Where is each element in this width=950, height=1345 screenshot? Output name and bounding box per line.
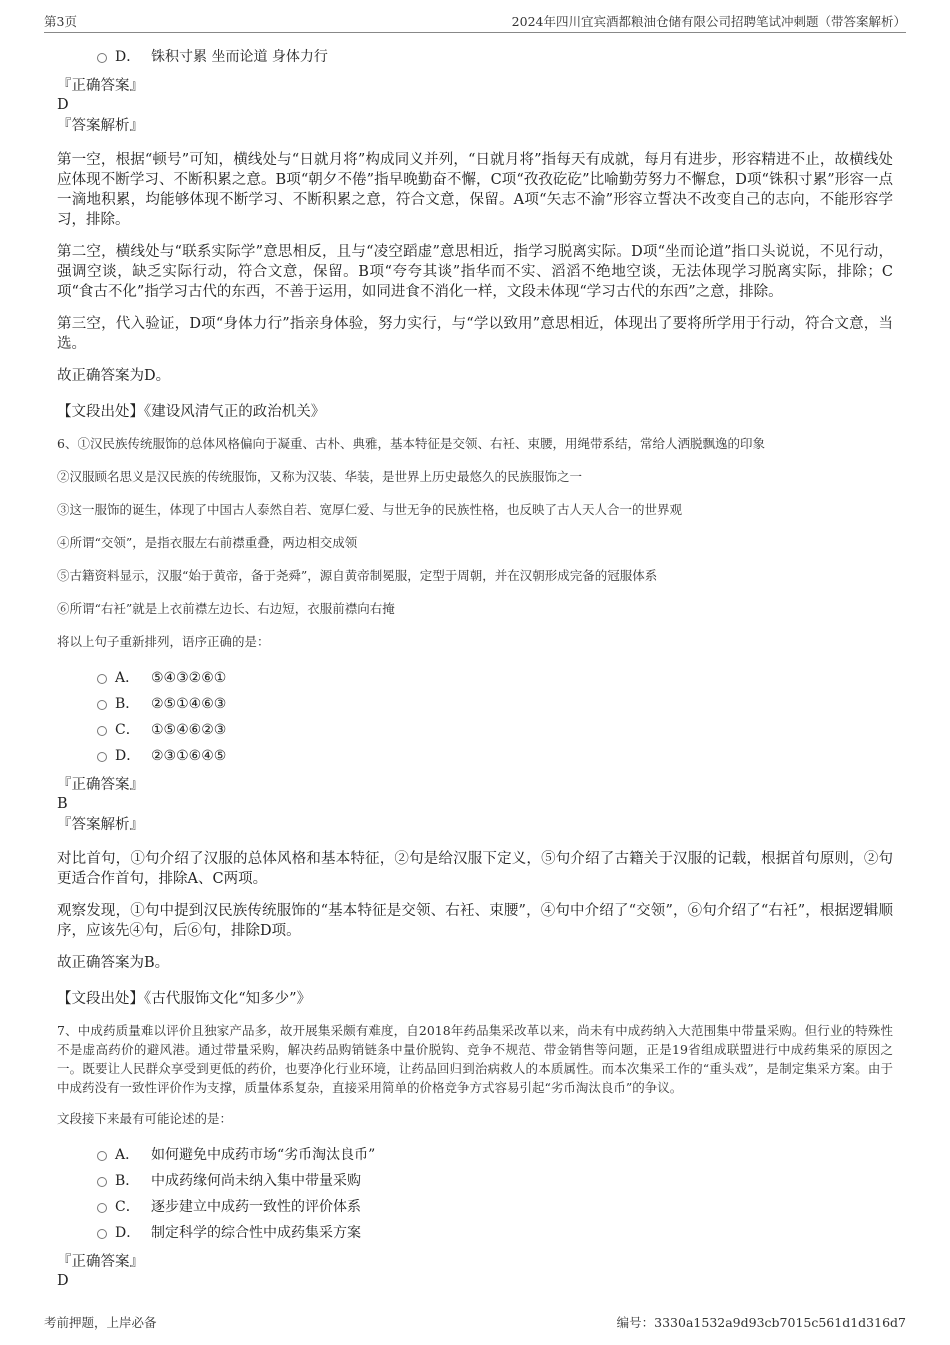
option-text: ①⑤④⑥②③ — [151, 722, 227, 738]
q5-answer-tag: 『正确答案』 — [57, 78, 144, 94]
q7-answer-tag: 『正确答案』 — [57, 1254, 144, 1270]
q6-conclusion: 故正确答案为B。 — [57, 955, 170, 971]
q5-source: 【文段出处】《建设风清气正的政治机关》 — [57, 404, 326, 420]
q6-option-d[interactable] — [57, 743, 893, 769]
q7-option-b[interactable] — [57, 1168, 893, 1194]
option-label: D． — [115, 1225, 141, 1241]
option-text: ⑤④③②⑥① — [151, 670, 227, 686]
option-label: A． — [115, 1147, 140, 1163]
option-label: A． — [115, 670, 140, 686]
radio-icon[interactable] — [97, 53, 107, 63]
q5-analysis-para: 第一空，根据“顿号”可知，横线处与“日就月将”构成同义并列，“日就月将”指每天有成就，每月有进步，形容精进不止，故横线处应体现不断学习、不断积累之意。B项“朝夕不倦”指早晚勤奋不懈，C项“孜孜矻矻”比喻勤劳努力不懈怠，D项“铢积寸累”形容一点一滴地积累，均能够体现不断学习、不断积累之意，符合文意，保留。A项“矢志不渝”形容立誓决不改变自己的志向，不能形容学习，排除。 — [57, 152, 893, 228]
page-number: 第3页 — [44, 14, 77, 29]
q6-answer: B — [57, 796, 68, 812]
q5-answer: D — [57, 97, 69, 113]
document-title: 2024年四川宜宾酒都粮油仓储有限公司招聘笔试冲刺题（带答案解析） — [511, 14, 906, 29]
q6-option-c[interactable] — [57, 717, 893, 743]
q6-sentence: ④所谓“交领”，是指衣服左右前襟重叠，两边相交成领 — [57, 535, 358, 550]
option-text: 铢积寸累 坐而论道 身体力行 — [151, 49, 328, 65]
q6-question: 将以上句子重新排列，语序正确的是： — [57, 634, 270, 649]
option-label: D． — [115, 49, 141, 65]
q6-sentence: ②汉服顾名思义是汉民族的传统服饰，又称为汉装、华装，是世界上历史最悠久的民族服饰之一 — [57, 469, 583, 484]
radio-icon[interactable] — [97, 1229, 107, 1239]
option-label: D． — [115, 748, 141, 764]
page-header — [44, 12, 906, 33]
q7-options — [57, 1142, 893, 1246]
radio-icon[interactable] — [97, 700, 107, 710]
q6-option-b[interactable] — [57, 691, 893, 717]
option-label: C． — [115, 1199, 140, 1215]
q6-source: 【文段出处】《古代服饰文化“知多少”》 — [57, 991, 312, 1007]
q6-sentence: ⑤古籍资料显示，汉服“始于黄帝，备于尧舜”，源自黄帝制冕服，定型于周朝，并在汉朝形成完备的冠服体系 — [57, 568, 658, 583]
radio-icon[interactable] — [97, 752, 107, 762]
option-text: ②⑤①④⑥③ — [151, 696, 227, 712]
q6-analysis-tag: 『答案解析』 — [57, 817, 144, 833]
radio-icon[interactable] — [97, 674, 107, 684]
radio-icon[interactable] — [97, 1203, 107, 1213]
radio-icon[interactable] — [97, 726, 107, 736]
q7-question: 文段接下来最有可能论述的是： — [57, 1111, 233, 1126]
q5-analysis-tag: 『答案解析』 — [57, 118, 144, 134]
q5-analysis-para: 第二空，横线处与“联系实际学”意思相反，且与“凌空蹈虚”意思相近，指学习脱离实际。D项“坐而论道”指口头说说，不见行动，强调空谈，缺乏实际行动，符合文意，保留。B项“夸夸其谈”指华而不实、滔滔不绝地空谈，无法体现学习脱离实际，排除；C项“食古不化”指学习古代的东西，不善于运用，如同进食不消化一样，文段未体现“学习古代的东西”之意，排除。 — [57, 244, 893, 300]
radio-icon[interactable] — [97, 1151, 107, 1161]
q6-options — [57, 665, 893, 769]
q5-analysis-para: 第三空，代入验证，D项“身体力行”指亲身体验，努力实行，与“学以致用”意思相近，体现出了要将所学用于行动，符合文意，当选。 — [57, 316, 893, 352]
option-label: B． — [115, 1173, 140, 1189]
q6-answer-tag: 『正确答案』 — [57, 777, 144, 793]
page-content — [57, 44, 893, 1292]
q7-option-a[interactable] — [57, 1142, 893, 1168]
q6-stem: 6、①汉民族传统服饰的总体风格偏向于凝重、古朴、典雅，基本特征是交领、右衽、束腰，用绳带系结，常给人洒脱飘逸的印象 — [57, 436, 765, 451]
q5-conclusion: 故正确答案为D。 — [57, 368, 171, 384]
q5-option-d[interactable] — [57, 44, 893, 70]
option-text: ②③①⑥④⑤ — [151, 748, 227, 764]
radio-icon[interactable] — [97, 1177, 107, 1187]
q7-answer: D — [57, 1273, 69, 1289]
q6-option-a[interactable] — [57, 665, 893, 691]
option-label: B． — [115, 696, 140, 712]
q7-option-c[interactable] — [57, 1194, 893, 1220]
option-label: C． — [115, 722, 140, 738]
q6-analysis-para: 观察发现，①句中提到汉民族传统服饰的“基本特征是交领、右衽、束腰”，④句中介绍了“交领”，⑥句介绍了“右衽”，根据逻辑顺序，应该先④句，后⑥句，排除D项。 — [57, 903, 893, 939]
q6-sentence: ③这一服饰的诞生，体现了中国古人泰然自若、宽厚仁爱、与世无争的民族性格，也反映了古人天人合一的世界观 — [57, 502, 683, 517]
option-text: 如何避免中成药市场“劣币淘汰良币” — [151, 1147, 376, 1163]
option-text: 中成药缘何尚未纳入集中带量采购 — [151, 1173, 361, 1189]
q6-sentence: ⑥所谓“右衽”就是上衣前襟左边长、右边短，衣服前襟向右掩 — [57, 601, 395, 616]
q6-analysis-para: 对比首句，①句介绍了汉服的总体风格和基本特征，②句是给汉服下定义，⑤句介绍了古籍关于汉服的记载，根据首句原则，②句更适合作首句，排除A、C两项。 — [57, 851, 893, 887]
option-text: 制定科学的综合性中成药集采方案 — [151, 1225, 361, 1241]
document-id: 编号：3330a1532a9d93cb7015c561d1d316d7 — [616, 1315, 906, 1330]
q7-passage: 7、中成药质量难以评价且独家产品多，故开展集采颇有难度，自2018年药品集采改革以来，尚未有中成药纳入大范围集中带量采购。但行业的特殊性不是虚高药价的避风港。通过带量采购，解决药品购销链条中量价脱钩、竞争不规范、带金销售等问题，正是19省组成联盟进行中成药集采的原因之一。既要让人民群众享受到更低的药价，也要净化行业环境，让药品回归到治病救人的本质属性。而本次集采工作的“重头戏”，是制定集采方案。由于中成药没有一致性评价作为支撑，质量体系复杂，直接采用简单的价格竞争方式容易引起“劣币淘汰良币”的争议。 — [57, 1023, 893, 1095]
q7-option-d[interactable] — [57, 1220, 893, 1246]
footer-slogan: 考前押题，上岸必备 — [44, 1315, 157, 1330]
option-text: 逐步建立中成药一致性的评价体系 — [151, 1199, 361, 1215]
